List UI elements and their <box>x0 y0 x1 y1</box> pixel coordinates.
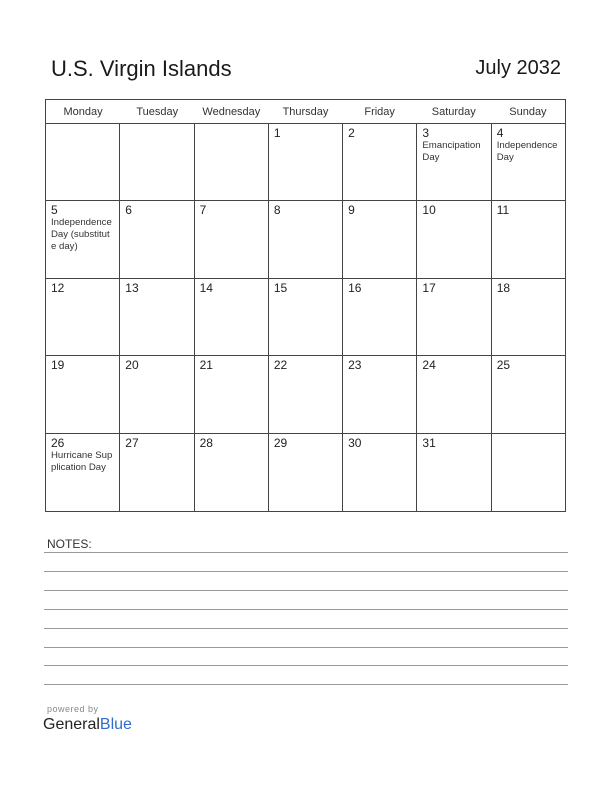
day-cell <box>492 356 565 432</box>
day-cell <box>46 356 120 432</box>
day-cell <box>417 124 491 200</box>
day-number: 13 <box>125 280 139 295</box>
day-number: 7 <box>199 203 207 218</box>
week-row <box>46 279 565 356</box>
day-number: 30 <box>348 435 362 450</box>
notes-line <box>44 647 568 648</box>
notes-line <box>44 571 568 572</box>
day-number: 8 <box>273 203 281 218</box>
day-number: 10 <box>422 203 436 218</box>
weekday-label: Saturday <box>431 106 476 118</box>
day-cell <box>120 356 194 432</box>
day-number: 6 <box>125 203 132 218</box>
holiday-label: Independence Day <box>496 140 558 163</box>
day-number: 2 <box>348 126 355 140</box>
day-number: 22 <box>273 358 288 373</box>
day-cell <box>195 279 269 355</box>
day-cell <box>269 124 343 200</box>
week-row <box>46 434 565 511</box>
day-number: 12 <box>51 280 65 295</box>
day-cell <box>417 434 491 511</box>
day-number: 23 <box>348 358 362 373</box>
calendar-grid <box>45 99 566 512</box>
day-cell <box>417 201 491 277</box>
day-number: 29 <box>273 435 288 450</box>
brand-blue: Blue <box>99 716 132 733</box>
generalblue-logo[interactable] <box>43 716 132 734</box>
day-number: 25 <box>496 358 511 373</box>
notes-line <box>44 609 568 610</box>
day-cell <box>195 124 269 200</box>
day-number: 18 <box>496 280 511 295</box>
day-cell <box>492 201 565 277</box>
day-cell <box>343 124 417 200</box>
day-number: 27 <box>125 435 139 450</box>
day-cell <box>492 124 565 200</box>
day-cell <box>195 356 269 432</box>
day-number: 17 <box>422 280 436 295</box>
day-cell <box>417 356 491 432</box>
day-number: 20 <box>125 358 139 373</box>
day-number: 14 <box>199 280 213 295</box>
day-number: 31 <box>422 435 436 450</box>
day-number: 15 <box>273 280 288 295</box>
day-number: 16 <box>348 280 362 295</box>
week-row <box>46 356 565 433</box>
holiday-label: Independence Day (substitute day) <box>51 217 112 253</box>
day-cell <box>269 356 343 432</box>
day-cell <box>120 434 194 511</box>
weekday-label: Tuesday <box>136 106 179 118</box>
calendar-month: July 2032 <box>475 57 561 79</box>
holiday-label: Emancipation Day <box>422 140 481 163</box>
day-cell <box>46 124 120 200</box>
day-cell <box>46 279 120 355</box>
holiday-label: Hurricane Supplication Day <box>51 449 113 473</box>
notes-line <box>44 665 568 666</box>
weekday-label: Friday <box>364 106 395 118</box>
calendar-title: U.S. Virgin Islands <box>51 56 232 81</box>
weekday-label: Thursday <box>282 106 329 118</box>
day-cell <box>195 201 269 277</box>
day-number: 21 <box>199 358 213 373</box>
day-number: 11 <box>496 203 510 218</box>
day-cell <box>417 279 491 355</box>
weekday-label: Wednesday <box>202 106 261 118</box>
day-number: 3 <box>422 126 430 140</box>
day-cell <box>195 434 269 511</box>
weekday-label: Monday <box>63 106 103 118</box>
weekday-header <box>46 100 565 124</box>
week-row <box>46 124 565 201</box>
week-row <box>46 201 565 278</box>
day-number: 5 <box>51 203 58 218</box>
notes-line <box>44 684 568 685</box>
powered-by-text: powered by <box>47 704 99 714</box>
day-number: 1 <box>273 126 281 140</box>
day-cell <box>120 279 194 355</box>
notes-line <box>44 628 568 629</box>
day-cell <box>120 124 194 200</box>
day-number: 9 <box>348 203 355 218</box>
day-number: 28 <box>199 435 213 450</box>
day-cell <box>343 279 417 355</box>
day-cell <box>492 434 565 511</box>
day-cell <box>269 434 343 511</box>
day-number: 19 <box>51 358 65 373</box>
notes-label: NOTES: <box>47 537 92 551</box>
day-cell <box>120 201 194 277</box>
day-cell <box>492 279 565 355</box>
day-cell <box>269 279 343 355</box>
day-number: 26 <box>51 435 65 450</box>
day-cell <box>269 201 343 277</box>
day-cell <box>46 434 120 511</box>
brand-general: General <box>43 716 100 733</box>
day-number: 4 <box>496 126 504 140</box>
day-cell <box>343 356 417 432</box>
day-cell <box>343 201 417 277</box>
weekday-label: Sunday <box>509 106 547 118</box>
day-number: 24 <box>422 358 436 373</box>
day-cell <box>343 434 417 511</box>
day-cell <box>46 201 120 277</box>
notes-line <box>44 590 568 591</box>
notes-line <box>44 552 568 553</box>
